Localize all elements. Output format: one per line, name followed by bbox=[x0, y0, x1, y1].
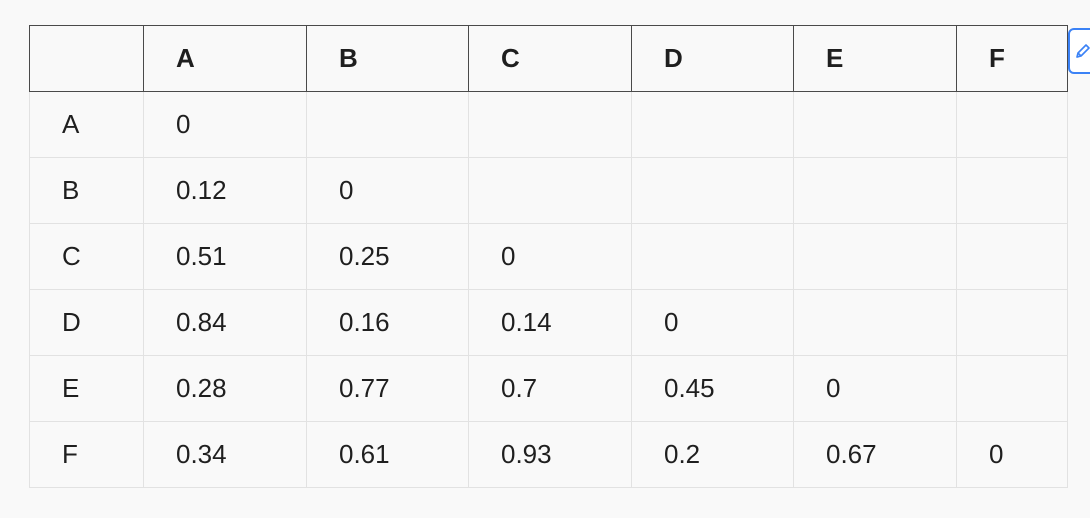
row-header: B bbox=[30, 158, 144, 224]
table-cell bbox=[469, 158, 632, 224]
table-cell: 0.51 bbox=[144, 224, 307, 290]
column-header: B bbox=[307, 26, 469, 92]
table-cell: 0 bbox=[632, 290, 794, 356]
table-cell bbox=[469, 92, 632, 158]
table-cell: 0.67 bbox=[794, 422, 957, 488]
table-cell bbox=[794, 92, 957, 158]
table-cell: 0.14 bbox=[469, 290, 632, 356]
table-cell: 0.77 bbox=[307, 356, 469, 422]
table-cell bbox=[957, 158, 1068, 224]
table-cell: 0 bbox=[469, 224, 632, 290]
table-cell: 0.61 bbox=[307, 422, 469, 488]
table-cell: 0.12 bbox=[144, 158, 307, 224]
table-cell: 0 bbox=[144, 92, 307, 158]
column-header: E bbox=[794, 26, 957, 92]
row-header: F bbox=[30, 422, 144, 488]
table-cell: 0 bbox=[307, 158, 469, 224]
table-cell bbox=[632, 158, 794, 224]
table-cell bbox=[307, 92, 469, 158]
table-cell: 0.7 bbox=[469, 356, 632, 422]
edit-button[interactable] bbox=[1068, 28, 1090, 74]
table-row bbox=[30, 92, 1068, 158]
table-cell bbox=[957, 92, 1068, 158]
row-header: E bbox=[30, 356, 144, 422]
pencil-icon bbox=[1074, 42, 1090, 60]
table-cell: 0.84 bbox=[144, 290, 307, 356]
table-cell: 0 bbox=[957, 422, 1068, 488]
table-cell bbox=[794, 290, 957, 356]
table-row bbox=[30, 158, 1068, 224]
table-cell bbox=[794, 158, 957, 224]
table-cell: 0 bbox=[794, 356, 957, 422]
table-cell: 0.2 bbox=[632, 422, 794, 488]
table-cell bbox=[632, 92, 794, 158]
table-cell: 0.93 bbox=[469, 422, 632, 488]
table-cell: 0.25 bbox=[307, 224, 469, 290]
table-cell bbox=[957, 356, 1068, 422]
table-row bbox=[30, 290, 1068, 356]
table-row bbox=[30, 356, 1068, 422]
corner-header bbox=[30, 26, 144, 92]
column-header: F bbox=[957, 26, 1068, 92]
table-cell bbox=[957, 224, 1068, 290]
column-header: A bbox=[144, 26, 307, 92]
table-cell bbox=[794, 224, 957, 290]
row-header: C bbox=[30, 224, 144, 290]
table-cell bbox=[957, 290, 1068, 356]
row-header: D bbox=[30, 290, 144, 356]
column-header: D bbox=[632, 26, 794, 92]
table-cell bbox=[632, 224, 794, 290]
table-cell: 0.28 bbox=[144, 356, 307, 422]
table-cell: 0.34 bbox=[144, 422, 307, 488]
table-cell: 0.16 bbox=[307, 290, 469, 356]
row-header: A bbox=[30, 92, 144, 158]
column-header: C bbox=[469, 26, 632, 92]
table-cell: 0.45 bbox=[632, 356, 794, 422]
table-row bbox=[30, 224, 1068, 290]
table-row bbox=[30, 422, 1068, 488]
distance-matrix-table bbox=[29, 25, 1068, 488]
header-row bbox=[30, 26, 1068, 92]
